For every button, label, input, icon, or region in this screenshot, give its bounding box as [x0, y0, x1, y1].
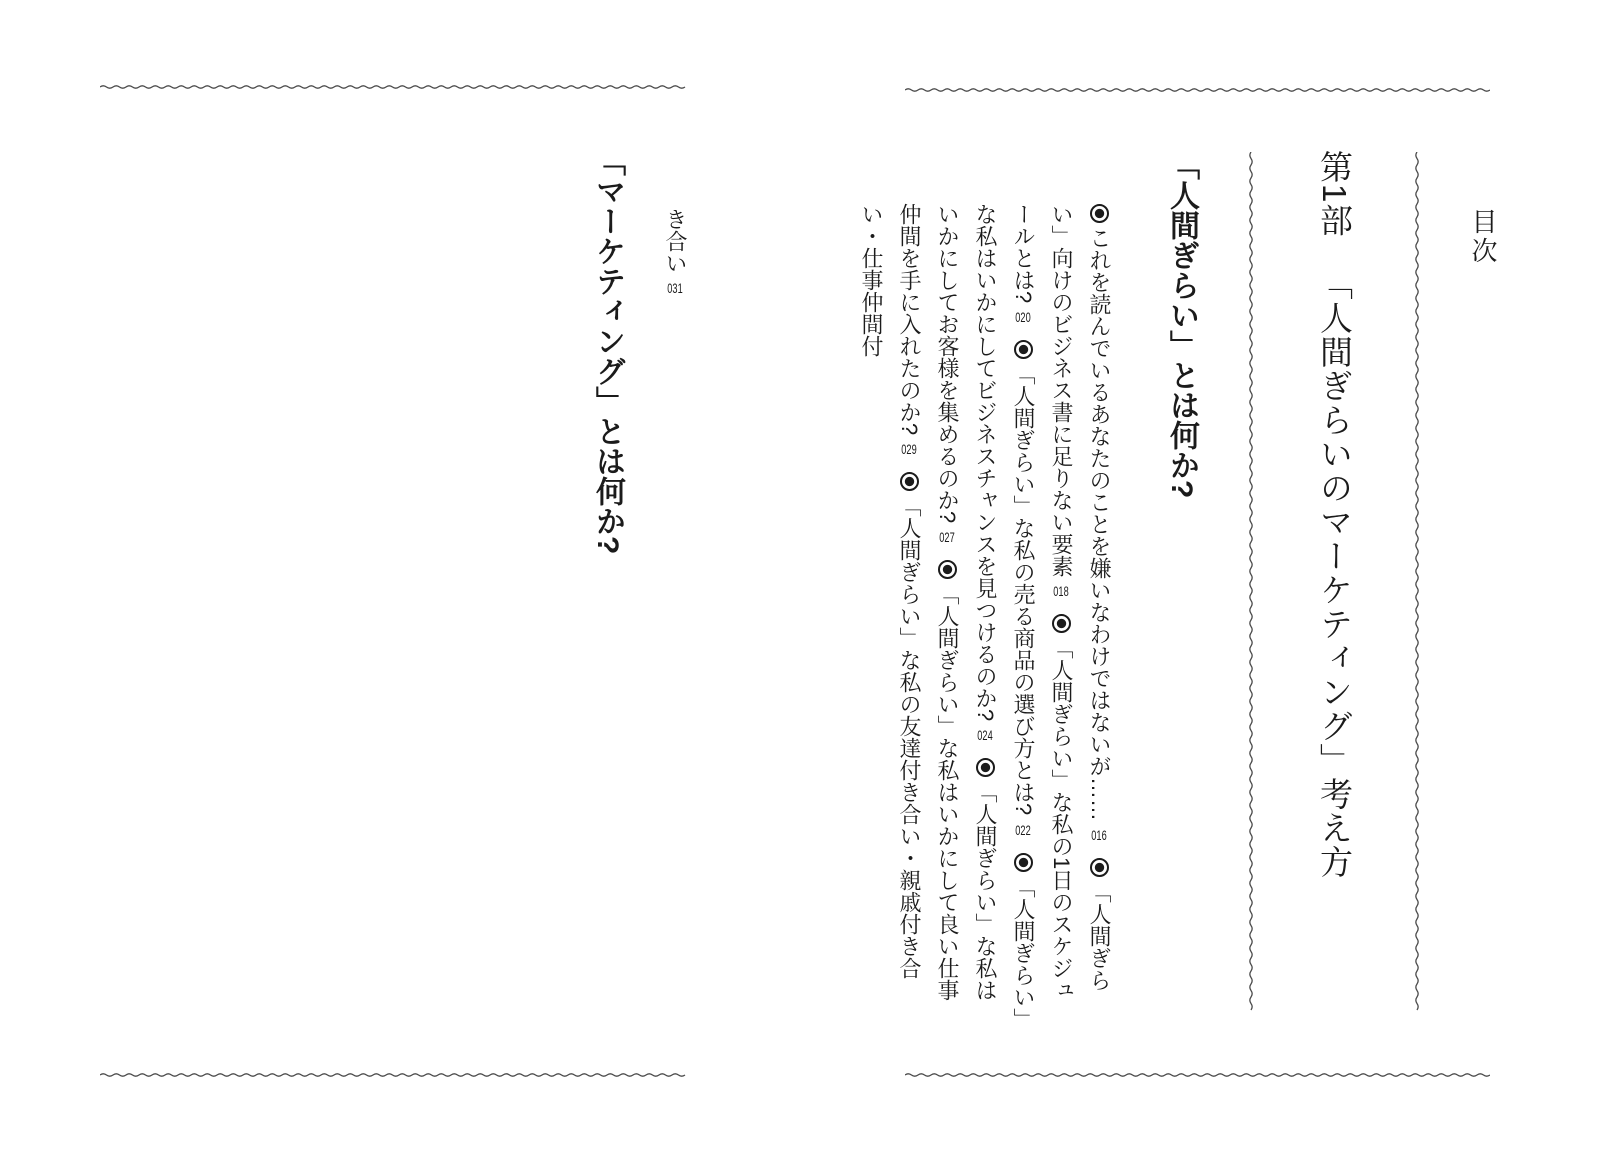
right-page	[800, 0, 1600, 1158]
entry-page-number: 020	[1015, 310, 1031, 325]
entry-page-number: 029	[901, 442, 917, 457]
entry-text: 「人間ぎらい」な私の売る商品の選び方とは?	[1011, 363, 1036, 816]
bottom-wavy-rule-right	[905, 1070, 1490, 1080]
entry-text: 「人間ぎらい」向けのビジネス書に足りない要素	[1049, 203, 1112, 991]
entry-page-number: 024	[977, 728, 993, 743]
part-number: 第1部	[1316, 150, 1353, 238]
entry-text: 「人間ぎらい」な私はいかにして良い仕事仲間を手に入れたのか?	[897, 203, 960, 1002]
vertical-wavy-rule-outer	[1412, 152, 1422, 1012]
toc-entry	[1011, 339, 1036, 851]
part-title: 「人間ぎらいのマーケティング」考え方	[1316, 267, 1353, 880]
entry-text: 「人間ぎらい」な私の友達付き合い・親戚付き合い・仕事仲間付	[859, 203, 922, 980]
entry-text: これを読んでいるあなたのことを嫌いなわけではないが……	[1087, 227, 1112, 821]
fisheye-bullet-icon	[1090, 204, 1109, 223]
continuation-column	[656, 208, 694, 1028]
top-wavy-rule-left	[100, 82, 690, 92]
toc-title: 目次	[1468, 208, 1498, 266]
fisheye-bullet-icon	[976, 758, 995, 777]
bottom-wavy-rule-left	[100, 1070, 690, 1080]
section-heading-ningengirai: 「人間ぎらい」とは何か?	[1165, 150, 1198, 499]
entry-text: 「人間ぎらい」な私の1日のスケジュールとは?	[1011, 203, 1074, 1002]
continuation-page-number: 031	[667, 281, 683, 295]
entry-page-number: 027	[939, 530, 955, 545]
section-heading-marketing: 「マーケティング」とは何か?	[591, 146, 624, 555]
continuation-text: き合い	[663, 208, 688, 274]
toc-entry	[1087, 203, 1112, 857]
fisheye-bullet-icon	[1052, 614, 1071, 633]
part-heading	[1310, 150, 1358, 1030]
top-wavy-rule-right	[905, 85, 1490, 95]
fisheye-bullet-icon	[1014, 340, 1033, 359]
entry-page-number: 016	[1091, 828, 1107, 842]
entry-page-number: 022	[1015, 822, 1031, 837]
fisheye-bullet-icon	[938, 560, 957, 579]
entry-text: 「人間ぎらい」な私はいかにしてお客様を集めるのか?	[935, 203, 998, 1002]
fisheye-bullet-icon	[1090, 858, 1109, 877]
fisheye-bullet-icon	[900, 472, 919, 491]
vertical-wavy-rule-inner	[1246, 152, 1256, 1012]
entry-text: 「人間ぎらい」な私はいかにしてビジネスチャンスを見つけるのか?	[973, 203, 1036, 1019]
fisheye-bullet-icon	[1014, 853, 1033, 872]
toc-entries-right	[853, 203, 1118, 1021]
entry-page-number: 018	[1053, 584, 1069, 598]
